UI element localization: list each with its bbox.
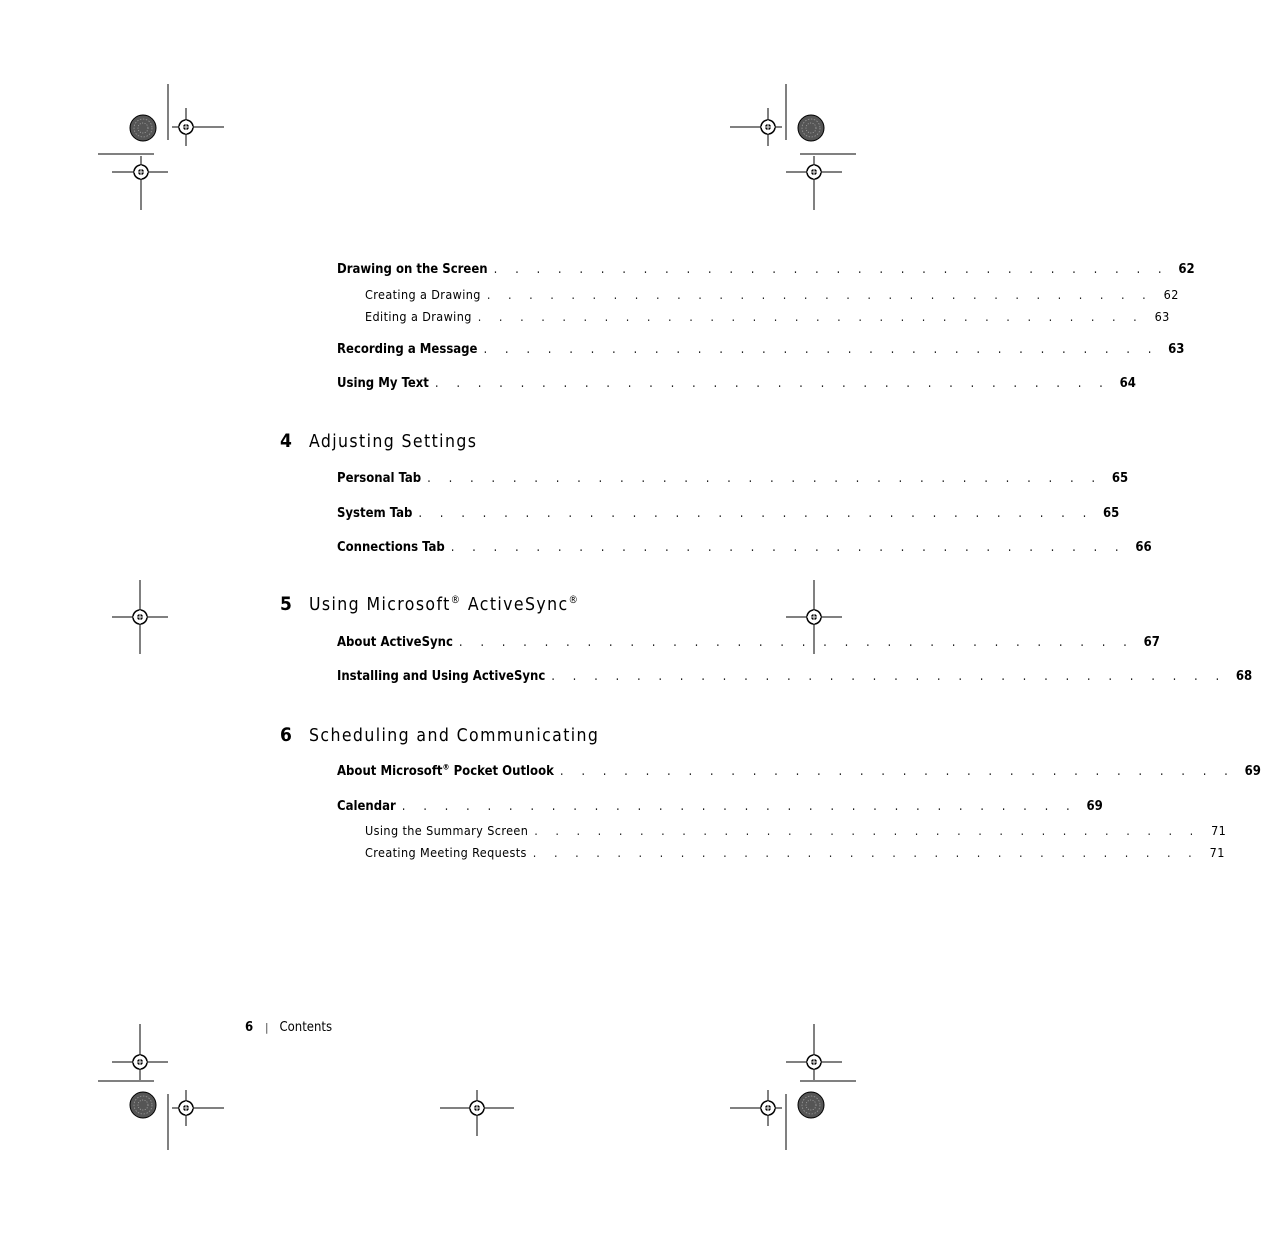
toc-entry[interactable] bbox=[337, 262, 1195, 277]
toc-entry-title: Using My Text bbox=[337, 376, 429, 391]
leader-dots: . . . . . . . . . . . . . . . . . . . . . . . . . . . . . . . . bbox=[534, 823, 1201, 838]
toc-entry[interactable] bbox=[337, 669, 1253, 684]
chapter-heading[interactable] bbox=[280, 593, 579, 615]
toc-entry[interactable] bbox=[337, 762, 1261, 779]
registered-mark: ® bbox=[442, 762, 450, 772]
toc-entry-page: 65 bbox=[1103, 506, 1120, 521]
toc-entry-page: 64 bbox=[1119, 376, 1136, 391]
toc-entry-page: 67 bbox=[1143, 635, 1160, 650]
toc-entry-page: 68 bbox=[1235, 669, 1253, 684]
footer-separator: | bbox=[265, 1021, 269, 1034]
registered-mark: ® bbox=[568, 594, 580, 607]
leader-dots: . . . . . . . . . . . . . . . . . . . . . . . . . . . . . . . . bbox=[434, 376, 1110, 391]
footer-page-number: 6 bbox=[245, 1020, 254, 1035]
toc-entry-title: Installing and Using ActiveSync bbox=[337, 669, 546, 684]
toc-entry-page: 71 bbox=[1209, 845, 1225, 860]
chapter-title: Adjusting Settings bbox=[309, 432, 478, 452]
toc-entry-page: 62 bbox=[1178, 262, 1195, 277]
toc-subentry[interactable] bbox=[365, 823, 1227, 838]
toc-entry-page: 63 bbox=[1154, 309, 1170, 324]
leader-dots: . . . . . . . . . . . . . . . . . . . . . . . . . . . . . . . . bbox=[458, 635, 1134, 650]
leader-dots: . . . . . . . . . . . . . . . . . . . . . . . . . . . . . . . . bbox=[450, 540, 1126, 555]
toc-entry-title: Creating a Drawing bbox=[365, 287, 481, 302]
leader-dots: . . . . . . . . . . . . . . . . . . . . . . . . . . . . . . . . bbox=[477, 309, 1144, 324]
toc-entry-title bbox=[337, 764, 554, 779]
toc-entry[interactable] bbox=[337, 376, 1136, 391]
chapter-heading[interactable] bbox=[280, 724, 599, 746]
footer-section: Contents bbox=[279, 1020, 333, 1035]
leader-dots: . . . . . . . . . . . . . . . . . . . . . . . . . . . . . . . . bbox=[401, 799, 1077, 814]
toc-entry-page: 66 bbox=[1135, 540, 1152, 555]
toc-entry-title: Editing a Drawing bbox=[365, 309, 472, 324]
toc-entry[interactable] bbox=[337, 342, 1185, 357]
leader-dots: . . . . . . . . . . . . . . . . . . . . . . . . . . . . . . . . bbox=[551, 669, 1227, 684]
toc-subentry[interactable] bbox=[365, 845, 1225, 860]
toc-entry[interactable] bbox=[337, 540, 1152, 555]
toc-entry[interactable] bbox=[337, 799, 1103, 814]
toc-entry-title: Personal Tab bbox=[337, 471, 422, 486]
toc-entry-page: 63 bbox=[1168, 342, 1185, 357]
toc-entry-page: 69 bbox=[1086, 799, 1103, 814]
chapter-title-part: Using Microsoft bbox=[309, 595, 451, 615]
toc-entry-title-part: About Microsoft bbox=[337, 764, 443, 779]
toc-entry-title: Drawing on the Screen bbox=[337, 262, 488, 277]
toc-entry[interactable] bbox=[337, 506, 1120, 521]
toc-entry-title: Calendar bbox=[337, 799, 396, 814]
toc-entry-title: Recording a Message bbox=[337, 342, 478, 357]
chapter-title: Scheduling and Communicating bbox=[309, 726, 600, 746]
chapter-title-part: ActiveSync bbox=[461, 595, 569, 615]
toc-entry-page: 65 bbox=[1111, 471, 1129, 486]
toc-entry-title: Using the Summary Screen bbox=[365, 823, 529, 838]
toc-entry-title: About ActiveSync bbox=[337, 635, 453, 650]
leader-dots: . . . . . . . . . . . . . . . . . . . . . . . . . . . . . . . . bbox=[486, 287, 1153, 302]
leader-dots: . . . . . . . . . . . . . . . . . . . . . . . . . . . . . . . . bbox=[532, 845, 1199, 860]
chapter-number: 4 bbox=[280, 430, 292, 452]
toc-entry-title: System Tab bbox=[337, 506, 413, 521]
chapter-number: 6 bbox=[280, 724, 292, 746]
chapter-title bbox=[309, 595, 579, 615]
toc-subentry[interactable] bbox=[365, 309, 1170, 324]
leader-dots: . . . . . . . . . . . . . . . . . . . . . . . . . . . . . . . . bbox=[427, 471, 1103, 486]
toc-entry-page: 71 bbox=[1211, 823, 1227, 838]
toc-entry[interactable] bbox=[337, 471, 1129, 486]
toc-entry-page: 62 bbox=[1163, 287, 1179, 302]
chapter-heading[interactable] bbox=[280, 430, 477, 452]
toc-entry-page: 69 bbox=[1244, 764, 1261, 779]
registered-mark: ® bbox=[450, 594, 462, 607]
leader-dots: . . . . . . . . . . . . . . . . . . . . . . . . . . . . . . . . bbox=[418, 506, 1094, 521]
leader-dots: . . . . . . . . . . . . . . . . . . . . . . . . . . . . . . . . bbox=[559, 764, 1235, 779]
toc-entry[interactable] bbox=[337, 635, 1160, 650]
toc-entry-title: Connections Tab bbox=[337, 540, 445, 555]
toc-subentry[interactable] bbox=[365, 287, 1179, 302]
chapter-number: 5 bbox=[280, 593, 292, 615]
toc-entry-title: Creating Meeting Requests bbox=[365, 845, 527, 860]
leader-dots: . . . . . . . . . . . . . . . . . . . . . . . . . . . . . . . . bbox=[483, 342, 1159, 357]
leader-dots: . . . . . . . . . . . . . . . . . . . . . . . . . . . . . . . . bbox=[493, 262, 1169, 277]
page-footer bbox=[245, 1020, 332, 1035]
toc-entry-title-part: Pocket Outlook bbox=[449, 764, 554, 779]
